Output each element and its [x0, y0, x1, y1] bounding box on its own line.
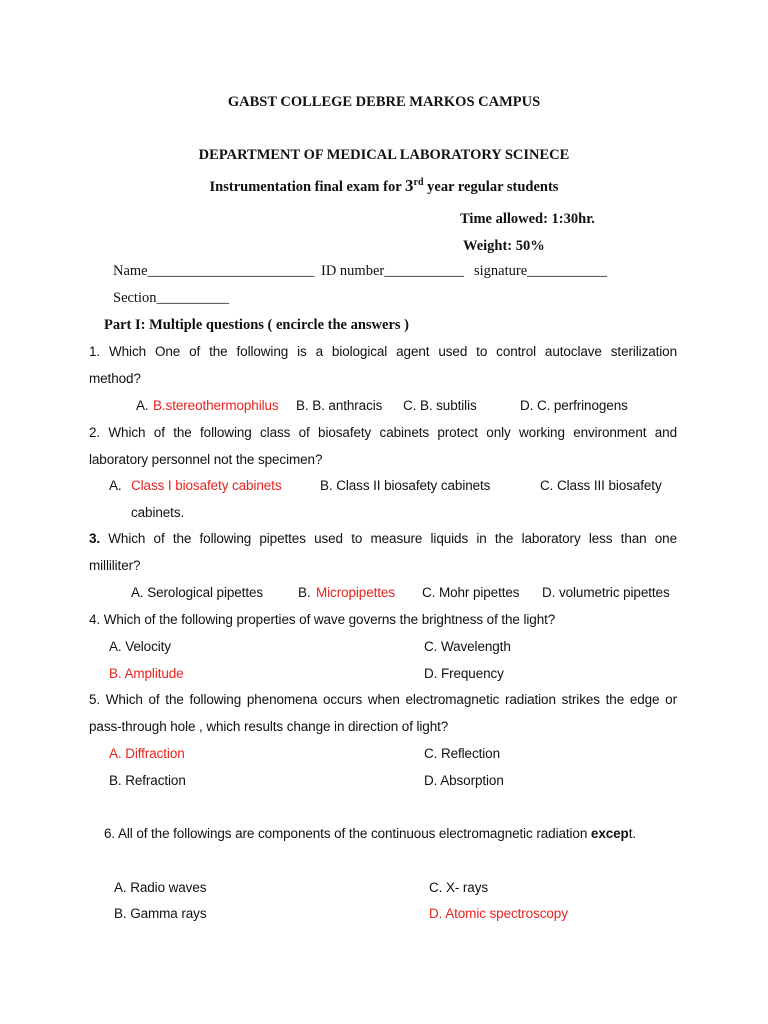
- exam-year-number: 3: [405, 176, 414, 195]
- exam-title-post: year regular students: [423, 179, 559, 195]
- q2-option-a-letter: A.: [109, 478, 122, 493]
- q6-option-a: A. Radio waves: [114, 880, 207, 895]
- q4-option-c: C. Wavelength: [424, 639, 511, 654]
- q3-option-b: Micropipettes: [316, 585, 395, 600]
- question-6-emphasis: excep: [590, 826, 629, 841]
- q6-option-b: B. Gamma rays: [114, 906, 207, 921]
- question-5-text: 5. Which of the following phenomena occurs when electromagnetic radiation strikes the edge or: [89, 692, 677, 707]
- exam-weight: Weight: 50%: [463, 238, 545, 254]
- name-field: Name_______________________: [113, 263, 315, 279]
- q3-option-a: A. Serological pipettes: [131, 585, 264, 600]
- q2-option-a: Class I biosafety cabinets: [131, 478, 282, 493]
- q2-option-c: C. Class III biosafety: [540, 478, 662, 493]
- section-field: Section__________: [113, 290, 229, 306]
- exam-year-suffix: rd: [413, 177, 424, 189]
- exam-title: [0, 176, 768, 196]
- time-allowed: Time allowed: 1:30hr.: [460, 211, 595, 227]
- q1-option-c: C. B. subtilis: [403, 398, 477, 413]
- q5-option-c: C. Reflection: [424, 746, 500, 761]
- department-title: DEPARTMENT OF MEDICAL LABORATORY SCINECE: [198, 147, 570, 163]
- question-5-text-cont: pass-through hole , which results change in direction of light?: [89, 719, 449, 734]
- question-4-text: 4. Which of the following properties of wave governs the brightness of the light?: [89, 612, 556, 627]
- q2-option-b: B. Class II biosafety cabinets: [320, 478, 491, 493]
- question-6-line: 6. All of the followings are components of the continuous electromagnetic radiation: [104, 826, 591, 841]
- id-number-field: ID number___________: [321, 263, 464, 279]
- question-2-text-cont: laboratory personnel not the specimen?: [89, 452, 323, 467]
- q1-option-a-letter: A.: [136, 398, 149, 413]
- q4-option-b: B. Amplitude: [109, 666, 184, 681]
- q4-option-d: D. Frequency: [424, 666, 504, 681]
- question-6-line-end: t.: [628, 826, 636, 841]
- q1-option-d: D. C. perfrinogens: [520, 398, 628, 413]
- q6-option-c: C. X- rays: [429, 880, 489, 895]
- question-1-text-cont: method?: [89, 371, 141, 386]
- q1-option-b: B. B. anthracis: [296, 398, 383, 413]
- q5-option-a: A. Diffraction: [109, 746, 185, 761]
- question-1-text: 1. Which One of the following is a biological agent used to control autoclave sterilization: [89, 344, 677, 359]
- question-3-text-cont: milliliter?: [89, 558, 141, 573]
- part-one-heading: Part I: Multiple questions ( encircle the answers ): [104, 317, 409, 333]
- question-3-text: [89, 531, 677, 546]
- question-3-line: Which of the following pipettes used to measure liquids in the laboratory less than one: [100, 531, 677, 546]
- q3-option-b-letter: B.: [298, 585, 311, 600]
- q6-option-d: D. Atomic spectroscopy: [429, 906, 568, 921]
- question-3-number: 3.: [89, 531, 101, 546]
- q5-option-d: D. Absorption: [424, 773, 504, 788]
- question-6-text: [104, 826, 636, 841]
- college-title: GABST COLLEGE DEBRE MARKOS CAMPUS: [227, 94, 541, 110]
- q4-option-a: A. Velocity: [109, 639, 171, 654]
- exam-title-pre: Instrumentation final exam for: [209, 179, 406, 195]
- q2-option-c-cont: cabinets.: [131, 505, 185, 520]
- q3-option-d: D. volumetric pipettes: [542, 585, 670, 600]
- signature-field: signature___________: [474, 263, 607, 279]
- q3-option-c: C. Mohr pipettes: [422, 585, 520, 600]
- q1-option-a: B.stereothermophilus: [153, 398, 279, 413]
- question-2-text: 2. Which of the following class of biosafety cabinets protect only working environment and: [89, 425, 677, 440]
- q5-option-b: B. Refraction: [109, 773, 186, 788]
